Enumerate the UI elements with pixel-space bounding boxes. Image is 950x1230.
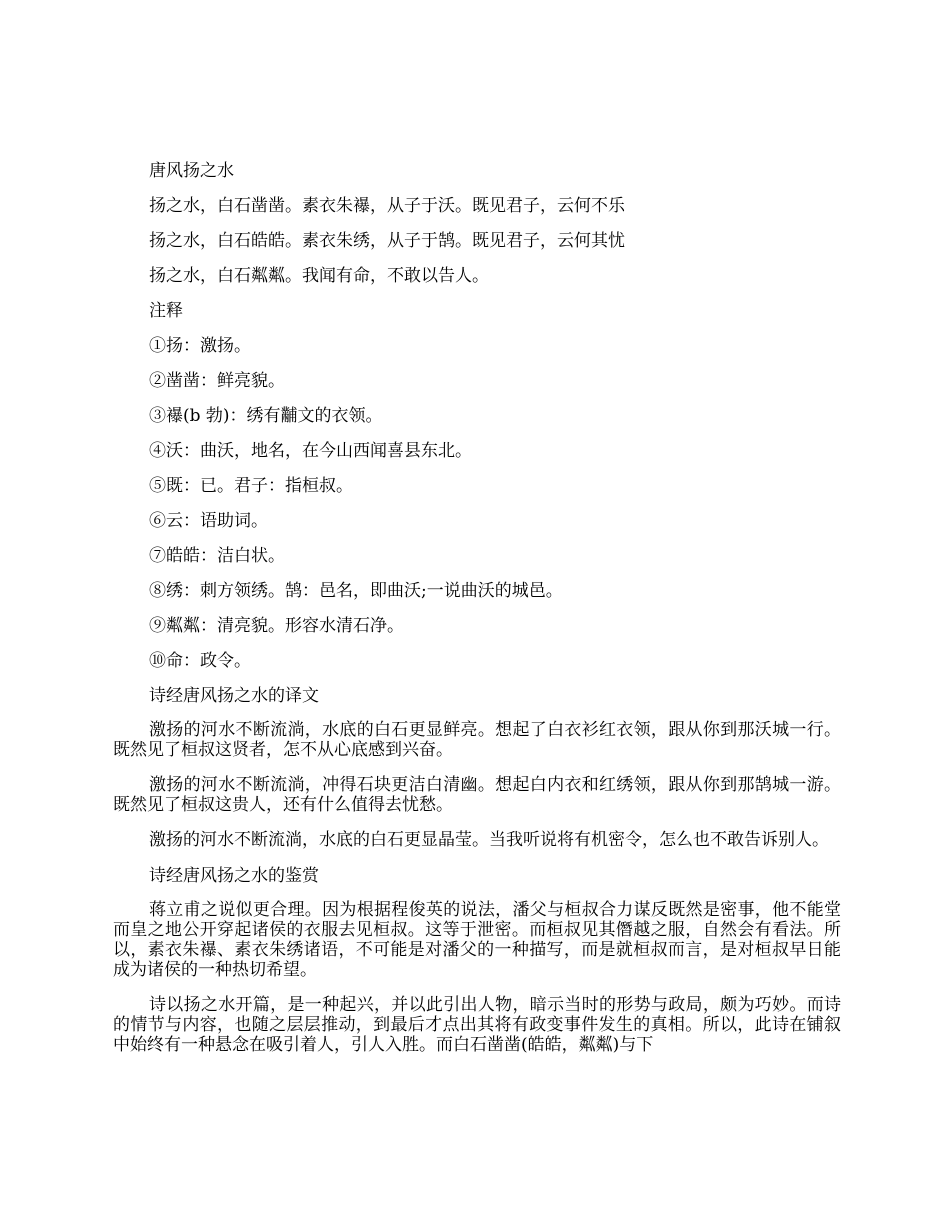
notes-heading: 注释: [149, 301, 183, 321]
note-item: ⑥云：语助词。: [149, 511, 268, 531]
note-item: ⑨粼粼：清亮貌。形容水清石净。: [149, 616, 404, 636]
poem-stanza-3: 扬之水，白石粼粼。我闻有命，不敢以告人。: [149, 266, 489, 286]
note-item: ⑧绣：刺方领绣。鹄：邑名，即曲沃;一说曲沃的城邑。: [149, 581, 563, 601]
poem-stanza-1: 扬之水，白石凿凿。素衣朱襮，从子于沃。既见君子，云何不乐: [149, 196, 625, 216]
translation-paragraph-2: 激扬的河水不断流淌，冲得石块更洁白清幽。想起白内衣和红绣领，跟从你到那鹄城一游。既然见了桓叔这贵人，还有什么值得去忧愁。: [113, 775, 841, 815]
note-item: ③襮(b 勃)：绣有黼文的衣领。: [149, 406, 383, 426]
appreciation-heading: 诗经唐风扬之水的鉴赏: [149, 866, 319, 886]
poem-stanza-2: 扬之水，白石皓皓。素衣朱绣，从子于鹄。既见君子，云何其忧: [149, 231, 625, 251]
appreciation-paragraph-2: 诗以扬之水开篇，是一种起兴，并以此引出人物，暗示当时的形势与政局，颇为巧妙。而诗的情节与内容，也随之层层推动，到最后才点出其将有政变事件发生的真相。所以，此诗在铺叙中始终有一种悬念在吸引着人，引人入胜。而白石凿凿(皓皓，粼粼)与下: [113, 995, 841, 1055]
document-body: [113, 160, 841, 1070]
document-title: 唐风扬之水: [149, 161, 234, 181]
appreciation-paragraph-1: 蒋立甫之说似更合理。因为根据程俊英的说法，潘父与桓叔合力谋反既然是密事，他不能堂而皇之地公开穿起诸侯的衣服去见桓叔。这等于泄密。而桓叔见其僭越之服，自然会有看法。所以，素衣朱襮、素衣朱绣诸语，不可能是对潘父的一种描写，而是就桓叔而言，是对桓叔早日能成为诸侯的一种热切希望。: [113, 900, 841, 980]
note-item: ⑤既：已。君子：指桓叔。: [149, 476, 353, 496]
note-item: ①扬：激扬。: [149, 336, 251, 356]
translation-paragraph-1: 激扬的河水不断流淌，水底的白石更显鲜亮。想起了白衣衫红衣领，跟从你到那沃城一行。既然见了桓叔这贤者，怎不从心底感到兴奋。: [113, 720, 841, 760]
translation-paragraph-3: 激扬的河水不断流淌，水底的白石更显晶莹。当我听说将有机密令，怎么也不敢告诉别人。: [149, 830, 829, 850]
translation-heading: 诗经唐风扬之水的译文: [149, 686, 319, 706]
note-item: ④沃：曲沃，地名，在今山西闻喜县东北。: [149, 441, 472, 461]
note-item: ⑦皓皓：洁白状。: [149, 546, 285, 566]
note-item: ②凿凿：鲜亮貌。: [149, 371, 285, 391]
note-item: ⑩命：政令。: [149, 651, 251, 671]
